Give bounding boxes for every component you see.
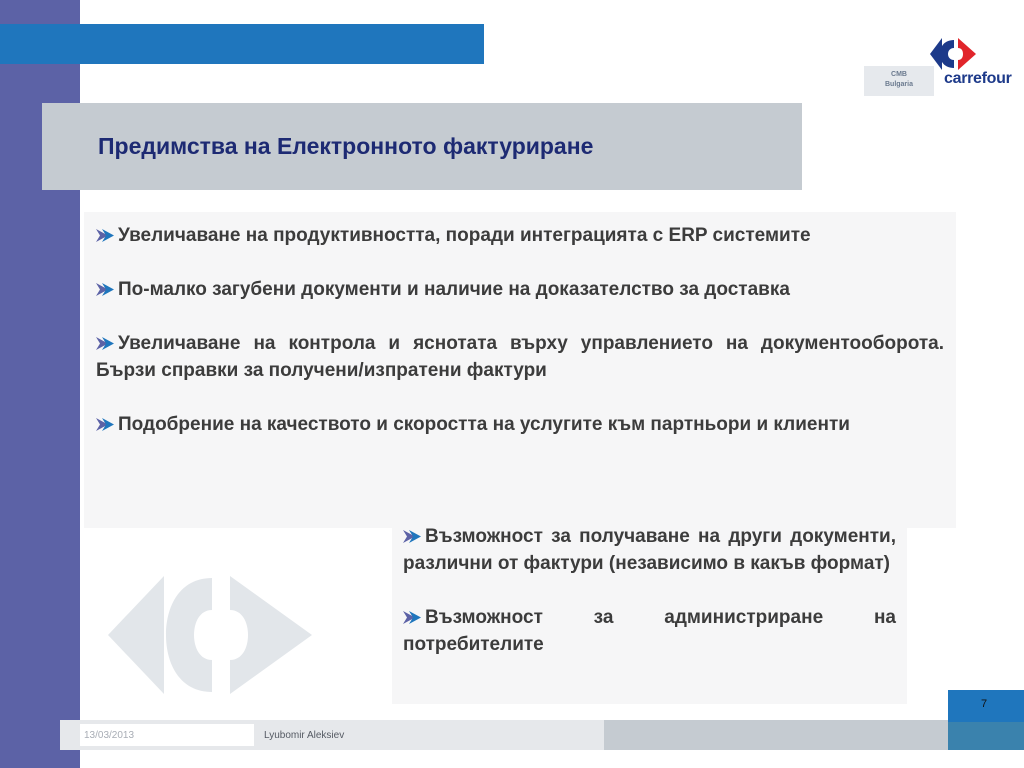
bullet-item: Възможност за администриране на потребителите (403, 607, 896, 655)
carrefour-logo (864, 30, 1020, 98)
cmb-bulgaria-label: CMB Bulgaria (864, 66, 934, 96)
bullet-item: Възможност за получаване на други документи, различни от фактури (независимо в какъв формат) (403, 526, 896, 574)
arrow-bullet-icon (403, 611, 423, 624)
page-number-box-lower (948, 722, 1024, 750)
carrefour-wordmark: carrefour (944, 70, 1012, 87)
arrow-bullet-icon (96, 283, 116, 296)
footer-date: 13/03/2013 (84, 730, 135, 741)
slide-title: Предимства на Електронното фактуриране (98, 133, 594, 159)
bullet-item: Увеличаване на продуктивността, поради интеграцията с ERP системите (96, 222, 944, 249)
carrefour-logo-icon (928, 34, 978, 74)
page-number: 7 (981, 698, 988, 710)
footer-band-dark (604, 720, 948, 750)
arrow-bullet-icon (96, 229, 116, 242)
arrow-bullet-icon (96, 337, 116, 350)
secondary-bullet-list (403, 523, 896, 658)
carrefour-watermark-icon (108, 572, 312, 698)
top-accent-bar (0, 24, 484, 64)
bullet-item: Подобрение на качеството и скоростта на услугите към партньори и клиенти (96, 411, 944, 438)
arrow-bullet-icon (403, 530, 423, 543)
main-bullet-list (96, 222, 944, 438)
bullet-item: По-малко загубени документи и наличие на доказателство за доставка (96, 276, 944, 303)
arrow-bullet-icon (96, 418, 116, 431)
title-box (42, 103, 802, 190)
footer-author: Lyubomir Aleksiev (264, 730, 345, 741)
bullet-item: Увеличаване на контрола и яснотата върху управлението на документооборота. Бързи справки за получени/изпратени фактури (96, 333, 944, 381)
